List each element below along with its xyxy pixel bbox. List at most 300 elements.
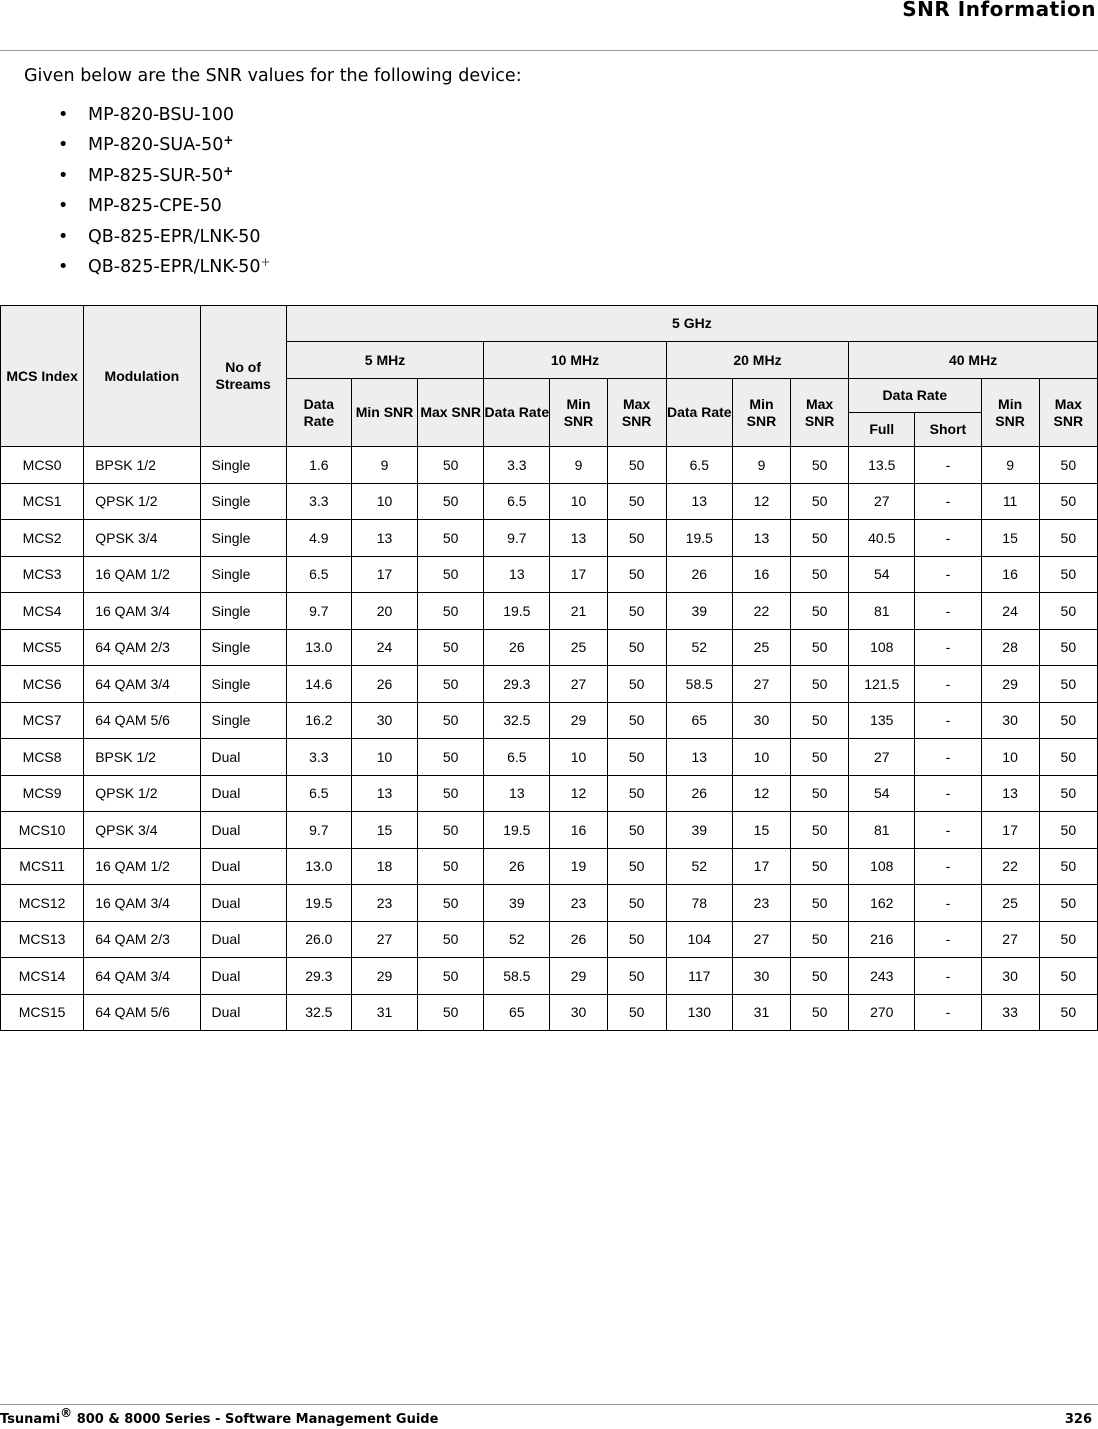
table-cell: 4.9 bbox=[286, 520, 351, 557]
table-cell: 13.5 bbox=[849, 447, 915, 484]
device-name: MP-825-SUR-50 bbox=[88, 165, 224, 186]
header-min-snr: Min SNR bbox=[550, 379, 607, 447]
table-cell: 13 bbox=[484, 775, 550, 812]
table-cell: Single bbox=[200, 593, 286, 630]
table-cell: MCS2 bbox=[1, 520, 84, 557]
header-data-rate: Data Rate bbox=[849, 379, 981, 413]
table-cell: MCS13 bbox=[1, 921, 84, 958]
table-cell: 16 QAM 3/4 bbox=[84, 593, 200, 630]
table-cell: 50 bbox=[418, 775, 484, 812]
table-cell: Dual bbox=[200, 958, 286, 995]
table-cell: 50 bbox=[418, 520, 484, 557]
table-cell: 10 bbox=[550, 483, 607, 520]
table-cell: 24 bbox=[981, 593, 1039, 630]
bullet-icon: • bbox=[58, 105, 69, 125]
table-row bbox=[1, 812, 1098, 849]
table-cell: 10 bbox=[351, 739, 417, 776]
table-cell: MCS4 bbox=[1, 593, 84, 630]
page-header bbox=[0, 0, 1098, 52]
table-cell: 50 bbox=[418, 885, 484, 922]
table-cell: Dual bbox=[200, 885, 286, 922]
table-cell: 50 bbox=[607, 483, 666, 520]
table-cell: - bbox=[915, 520, 981, 557]
table-cell: 39 bbox=[666, 593, 732, 630]
table-cell: 13 bbox=[981, 775, 1039, 812]
table-cell: 50 bbox=[607, 556, 666, 593]
table-cell: 50 bbox=[791, 958, 849, 995]
header-max-snr: Max SNR bbox=[418, 379, 484, 447]
table-cell: 31 bbox=[351, 994, 417, 1031]
table-cell: 15 bbox=[981, 520, 1039, 557]
registered-mark: ® bbox=[60, 1406, 73, 1420]
table-cell: 64 QAM 2/3 bbox=[84, 921, 200, 958]
table-cell: 50 bbox=[607, 666, 666, 703]
table-cell: 16.2 bbox=[286, 702, 351, 739]
table-cell: 50 bbox=[1039, 629, 1097, 666]
table-cell: - bbox=[915, 629, 981, 666]
table-cell: BPSK 1/2 bbox=[84, 739, 200, 776]
table-cell: 29 bbox=[351, 958, 417, 995]
table-cell: 29.3 bbox=[286, 958, 351, 995]
table-cell: 3.3 bbox=[286, 483, 351, 520]
table-cell: 40.5 bbox=[849, 520, 915, 557]
device-list-item bbox=[58, 222, 271, 252]
table-cell: 17 bbox=[732, 848, 790, 885]
header-band: 5 GHz bbox=[286, 306, 1097, 342]
header-data-rate: Data Rate bbox=[666, 379, 732, 447]
header-mcs-index: MCS Index bbox=[1, 306, 84, 447]
footer-doc-name: 800 & 8000 Series - Software Management Guide bbox=[72, 1412, 439, 1427]
table-cell: 50 bbox=[418, 994, 484, 1031]
table-cell: 39 bbox=[666, 812, 732, 849]
table-cell: 12 bbox=[550, 775, 607, 812]
table-cell: 31 bbox=[732, 994, 790, 1031]
table-cell: 50 bbox=[1039, 556, 1097, 593]
table-cell: 50 bbox=[607, 921, 666, 958]
table-cell: 28 bbox=[981, 629, 1039, 666]
table-cell: MCS3 bbox=[1, 556, 84, 593]
table-cell: Dual bbox=[200, 921, 286, 958]
table-cell: 20 bbox=[351, 593, 417, 630]
table-cell: 19.5 bbox=[484, 812, 550, 849]
table-row bbox=[1, 958, 1098, 995]
table-cell: 19.5 bbox=[484, 593, 550, 630]
footer-product: Tsunami bbox=[0, 1412, 61, 1427]
table-cell: 27 bbox=[849, 483, 915, 520]
table-cell: 13.0 bbox=[286, 848, 351, 885]
table-cell: 3.3 bbox=[286, 739, 351, 776]
table-row bbox=[1, 921, 1098, 958]
table-cell: 17 bbox=[351, 556, 417, 593]
bullet-icon: • bbox=[58, 196, 69, 217]
header-streams: No of Streams bbox=[200, 306, 286, 447]
table-cell: 50 bbox=[1039, 739, 1097, 776]
header-short: Short bbox=[915, 413, 981, 447]
table-cell: QPSK 3/4 bbox=[84, 812, 200, 849]
table-cell: 13 bbox=[666, 739, 732, 776]
device-name: MP-825-CPE-50 bbox=[88, 196, 222, 217]
table-cell: 50 bbox=[418, 556, 484, 593]
table-cell: 50 bbox=[791, 629, 849, 666]
header-width-10mhz: 10 MHz bbox=[484, 342, 666, 379]
table-cell: 81 bbox=[849, 812, 915, 849]
footer-divider bbox=[0, 1404, 1098, 1405]
table-cell: 9 bbox=[351, 447, 417, 484]
plus-superscript: + bbox=[223, 163, 234, 178]
table-cell: 9 bbox=[550, 447, 607, 484]
table-cell: 50 bbox=[607, 775, 666, 812]
table-cell: 25 bbox=[732, 629, 790, 666]
table-cell: Dual bbox=[200, 739, 286, 776]
snr-table-body bbox=[1, 447, 1098, 1031]
table-cell: 16 QAM 1/2 bbox=[84, 848, 200, 885]
header-data-rate: Data Rate bbox=[286, 379, 351, 447]
table-cell: 50 bbox=[418, 593, 484, 630]
table-cell: 9 bbox=[732, 447, 790, 484]
table-cell: - bbox=[915, 848, 981, 885]
table-cell: 50 bbox=[607, 812, 666, 849]
table-cell: 117 bbox=[666, 958, 732, 995]
header-width-5mhz: 5 MHz bbox=[286, 342, 484, 379]
header-width-40mhz: 40 MHz bbox=[849, 342, 1098, 379]
table-cell: 29 bbox=[550, 958, 607, 995]
table-cell: 6.5 bbox=[286, 775, 351, 812]
table-cell: 108 bbox=[849, 629, 915, 666]
table-cell: MCS1 bbox=[1, 483, 84, 520]
table-cell: 12 bbox=[732, 483, 790, 520]
table-cell: 54 bbox=[849, 556, 915, 593]
table-cell: 26 bbox=[666, 775, 732, 812]
table-cell: 50 bbox=[791, 921, 849, 958]
table-cell: MCS15 bbox=[1, 994, 84, 1031]
table-cell: 50 bbox=[791, 483, 849, 520]
table-cell: 65 bbox=[666, 702, 732, 739]
table-cell: 27 bbox=[732, 666, 790, 703]
table-cell: 50 bbox=[607, 739, 666, 776]
table-cell: 50 bbox=[418, 666, 484, 703]
table-cell: 50 bbox=[418, 958, 484, 995]
table-cell: 50 bbox=[791, 812, 849, 849]
table-cell: 15 bbox=[351, 812, 417, 849]
table-cell: 16 QAM 1/2 bbox=[84, 556, 200, 593]
table-cell: 25 bbox=[981, 885, 1039, 922]
table-cell: 50 bbox=[418, 812, 484, 849]
table-row bbox=[1, 556, 1098, 593]
table-cell: MCS10 bbox=[1, 812, 84, 849]
table-cell: - bbox=[915, 666, 981, 703]
table-cell: 135 bbox=[849, 702, 915, 739]
table-cell: 13 bbox=[732, 520, 790, 557]
table-row bbox=[1, 994, 1098, 1031]
table-cell: 54 bbox=[849, 775, 915, 812]
table-cell: 108 bbox=[849, 848, 915, 885]
table-cell: 26 bbox=[484, 629, 550, 666]
table-cell: 50 bbox=[791, 593, 849, 630]
table-cell: 13.0 bbox=[286, 629, 351, 666]
table-cell: 30 bbox=[351, 702, 417, 739]
table-cell: 50 bbox=[791, 885, 849, 922]
table-cell: 27 bbox=[732, 921, 790, 958]
table-cell: 10 bbox=[981, 739, 1039, 776]
table-cell: 27 bbox=[550, 666, 607, 703]
header-min-snr: Min SNR bbox=[351, 379, 417, 447]
header-modulation: Modulation bbox=[84, 306, 200, 447]
device-name: MP-820-BSU-100 bbox=[88, 105, 235, 125]
table-cell: Single bbox=[200, 520, 286, 557]
table-cell: 50 bbox=[1039, 958, 1097, 995]
table-cell: QPSK 3/4 bbox=[84, 520, 200, 557]
table-cell: 64 QAM 5/6 bbox=[84, 702, 200, 739]
header-divider bbox=[0, 50, 1098, 51]
table-row bbox=[1, 447, 1098, 484]
device-name: QB-825-EPR/LNK-50 bbox=[88, 226, 261, 247]
table-cell: 50 bbox=[1039, 483, 1097, 520]
table-cell: - bbox=[915, 593, 981, 630]
table-cell: 50 bbox=[791, 775, 849, 812]
table-cell: 11 bbox=[981, 483, 1039, 520]
table-cell: 10 bbox=[351, 483, 417, 520]
table-cell: 50 bbox=[607, 520, 666, 557]
table-cell: MCS12 bbox=[1, 885, 84, 922]
table-cell: 15 bbox=[732, 812, 790, 849]
table-cell: 9.7 bbox=[484, 520, 550, 557]
table-cell: Single bbox=[200, 483, 286, 520]
bullet-icon: • bbox=[58, 165, 69, 186]
table-cell: 30 bbox=[981, 702, 1039, 739]
table-cell: 50 bbox=[1039, 885, 1097, 922]
table-cell: 58.5 bbox=[484, 958, 550, 995]
table-cell: 16 bbox=[981, 556, 1039, 593]
table-cell: MCS9 bbox=[1, 775, 84, 812]
table-row bbox=[1, 593, 1098, 630]
table-cell: - bbox=[915, 885, 981, 922]
table-cell: 23 bbox=[351, 885, 417, 922]
table-cell: 26.0 bbox=[286, 921, 351, 958]
table-cell: 33 bbox=[981, 994, 1039, 1031]
table-cell: 23 bbox=[550, 885, 607, 922]
table-cell: MCS0 bbox=[1, 447, 84, 484]
table-cell: 30 bbox=[732, 702, 790, 739]
table-cell: 50 bbox=[791, 666, 849, 703]
table-cell: 50 bbox=[1039, 447, 1097, 484]
table-cell: MCS11 bbox=[1, 848, 84, 885]
device-name: MP-820-SUA-50 bbox=[88, 135, 224, 156]
table-cell: 29.3 bbox=[484, 666, 550, 703]
intro-text: Given below are the SNR values for the following device: bbox=[24, 66, 522, 86]
table-cell: 16 bbox=[550, 812, 607, 849]
table-cell: 243 bbox=[849, 958, 915, 995]
bullet-icon: • bbox=[58, 135, 69, 156]
table-cell: QPSK 1/2 bbox=[84, 483, 200, 520]
table-cell: Dual bbox=[200, 994, 286, 1031]
table-row bbox=[1, 848, 1098, 885]
table-cell: Dual bbox=[200, 812, 286, 849]
table-cell: 50 bbox=[607, 593, 666, 630]
page-number: 326 bbox=[1064, 1412, 1092, 1427]
table-cell: MCS14 bbox=[1, 958, 84, 995]
table-cell: 17 bbox=[550, 556, 607, 593]
table-cell: 121.5 bbox=[849, 666, 915, 703]
table-cell: Single bbox=[200, 702, 286, 739]
table-cell: 50 bbox=[607, 958, 666, 995]
table-cell: 13 bbox=[550, 520, 607, 557]
table-cell: 50 bbox=[418, 739, 484, 776]
table-cell: 25 bbox=[550, 629, 607, 666]
device-name: QB-825-EPR/LNK-50 bbox=[88, 256, 261, 277]
snr-table bbox=[0, 305, 1098, 1031]
table-cell: 65 bbox=[484, 994, 550, 1031]
table-cell: 3.3 bbox=[484, 447, 550, 484]
table-cell: 23 bbox=[732, 885, 790, 922]
table-cell: 22 bbox=[732, 593, 790, 630]
table-cell: 50 bbox=[418, 921, 484, 958]
table-cell: 50 bbox=[607, 885, 666, 922]
page-title: SNR Information bbox=[902, 0, 1096, 21]
header-min-snr: Min SNR bbox=[981, 379, 1039, 447]
table-row bbox=[1, 885, 1098, 922]
header-data-rate: Data Rate bbox=[484, 379, 550, 447]
table-cell: 30 bbox=[732, 958, 790, 995]
table-cell: 13 bbox=[484, 556, 550, 593]
bullet-icon: • bbox=[58, 226, 69, 247]
table-cell: 130 bbox=[666, 994, 732, 1031]
table-cell: 64 QAM 5/6 bbox=[84, 994, 200, 1031]
header-max-snr: Max SNR bbox=[791, 379, 849, 447]
table-cell: 50 bbox=[791, 848, 849, 885]
table-row bbox=[1, 483, 1098, 520]
table-cell: 30 bbox=[981, 958, 1039, 995]
table-cell: 162 bbox=[849, 885, 915, 922]
table-cell: - bbox=[915, 921, 981, 958]
device-list-item bbox=[58, 100, 271, 130]
table-cell: 17 bbox=[981, 812, 1039, 849]
table-cell: 27 bbox=[981, 921, 1039, 958]
table-row bbox=[1, 629, 1098, 666]
table-cell: 52 bbox=[666, 848, 732, 885]
table-cell: MCS5 bbox=[1, 629, 84, 666]
table-cell: 50 bbox=[791, 739, 849, 776]
table-cell: BPSK 1/2 bbox=[84, 447, 200, 484]
table-cell: 6.5 bbox=[484, 483, 550, 520]
table-cell: 32.5 bbox=[286, 994, 351, 1031]
device-list-item bbox=[58, 130, 271, 160]
bullet-icon: • bbox=[58, 256, 69, 277]
table-cell: 6.5 bbox=[286, 556, 351, 593]
table-cell: 50 bbox=[607, 994, 666, 1031]
table-cell: 9.7 bbox=[286, 812, 351, 849]
table-cell: 58.5 bbox=[666, 666, 732, 703]
table-cell: 52 bbox=[484, 921, 550, 958]
table-cell: - bbox=[915, 483, 981, 520]
table-cell: 50 bbox=[418, 848, 484, 885]
table-cell: 78 bbox=[666, 885, 732, 922]
table-cell: 10 bbox=[732, 739, 790, 776]
table-cell: 18 bbox=[351, 848, 417, 885]
table-cell: MCS6 bbox=[1, 666, 84, 703]
header-full: Full bbox=[849, 413, 915, 447]
table-cell: 16 QAM 3/4 bbox=[84, 885, 200, 922]
table-cell: 50 bbox=[791, 520, 849, 557]
table-cell: 21 bbox=[550, 593, 607, 630]
header-max-snr: Max SNR bbox=[607, 379, 666, 447]
table-cell: 14.6 bbox=[286, 666, 351, 703]
table-cell: 50 bbox=[1039, 666, 1097, 703]
table-cell: - bbox=[915, 994, 981, 1031]
table-cell: 22 bbox=[981, 848, 1039, 885]
table-cell: 50 bbox=[607, 447, 666, 484]
table-cell: 26 bbox=[351, 666, 417, 703]
table-cell: Single bbox=[200, 629, 286, 666]
table-cell: 29 bbox=[981, 666, 1039, 703]
table-cell: - bbox=[915, 775, 981, 812]
table-cell: 50 bbox=[1039, 702, 1097, 739]
table-cell: 50 bbox=[791, 447, 849, 484]
table-cell: 50 bbox=[791, 702, 849, 739]
table-cell: 9.7 bbox=[286, 593, 351, 630]
table-cell: 50 bbox=[418, 483, 484, 520]
table-cell: 64 QAM 3/4 bbox=[84, 666, 200, 703]
table-cell: 50 bbox=[1039, 775, 1097, 812]
table-cell: 1.6 bbox=[286, 447, 351, 484]
table-cell: Single bbox=[200, 666, 286, 703]
table-row bbox=[1, 702, 1098, 739]
table-cell: - bbox=[915, 739, 981, 776]
table-cell: 64 QAM 3/4 bbox=[84, 958, 200, 995]
table-cell: 6.5 bbox=[484, 739, 550, 776]
table-cell: 64 QAM 2/3 bbox=[84, 629, 200, 666]
table-cell: 52 bbox=[666, 629, 732, 666]
table-cell: 26 bbox=[550, 921, 607, 958]
table-cell: 50 bbox=[418, 629, 484, 666]
table-cell: 50 bbox=[1039, 921, 1097, 958]
table-cell: Single bbox=[200, 447, 286, 484]
header-max-snr: Max SNR bbox=[1039, 379, 1097, 447]
table-cell: 50 bbox=[418, 447, 484, 484]
table-row bbox=[1, 666, 1098, 703]
table-cell: 13 bbox=[351, 775, 417, 812]
table-cell: 6.5 bbox=[666, 447, 732, 484]
table-cell: MCS8 bbox=[1, 739, 84, 776]
device-list-item bbox=[58, 191, 271, 221]
table-cell: Dual bbox=[200, 848, 286, 885]
table-cell: 32.5 bbox=[484, 702, 550, 739]
table-cell: 50 bbox=[1039, 848, 1097, 885]
table-cell: 19 bbox=[550, 848, 607, 885]
table-cell: 19.5 bbox=[666, 520, 732, 557]
device-list-item bbox=[58, 161, 271, 191]
table-cell: Single bbox=[200, 556, 286, 593]
footer-doc-title bbox=[0, 1406, 439, 1427]
table-cell: 270 bbox=[849, 994, 915, 1031]
device-list-item bbox=[58, 252, 271, 282]
table-cell: 216 bbox=[849, 921, 915, 958]
table-cell: 50 bbox=[607, 702, 666, 739]
table-cell: 9 bbox=[981, 447, 1039, 484]
plus-superscript: + bbox=[260, 254, 271, 269]
table-cell: 50 bbox=[791, 556, 849, 593]
table-cell: 50 bbox=[1039, 812, 1097, 849]
table-cell: 50 bbox=[1039, 593, 1097, 630]
table-cell: 26 bbox=[666, 556, 732, 593]
table-cell: 16 bbox=[732, 556, 790, 593]
table-cell: 27 bbox=[849, 739, 915, 776]
table-cell: - bbox=[915, 812, 981, 849]
table-row bbox=[1, 739, 1098, 776]
table-cell: QPSK 1/2 bbox=[84, 775, 200, 812]
table-cell: - bbox=[915, 556, 981, 593]
table-cell: 12 bbox=[732, 775, 790, 812]
table-cell: 104 bbox=[666, 921, 732, 958]
